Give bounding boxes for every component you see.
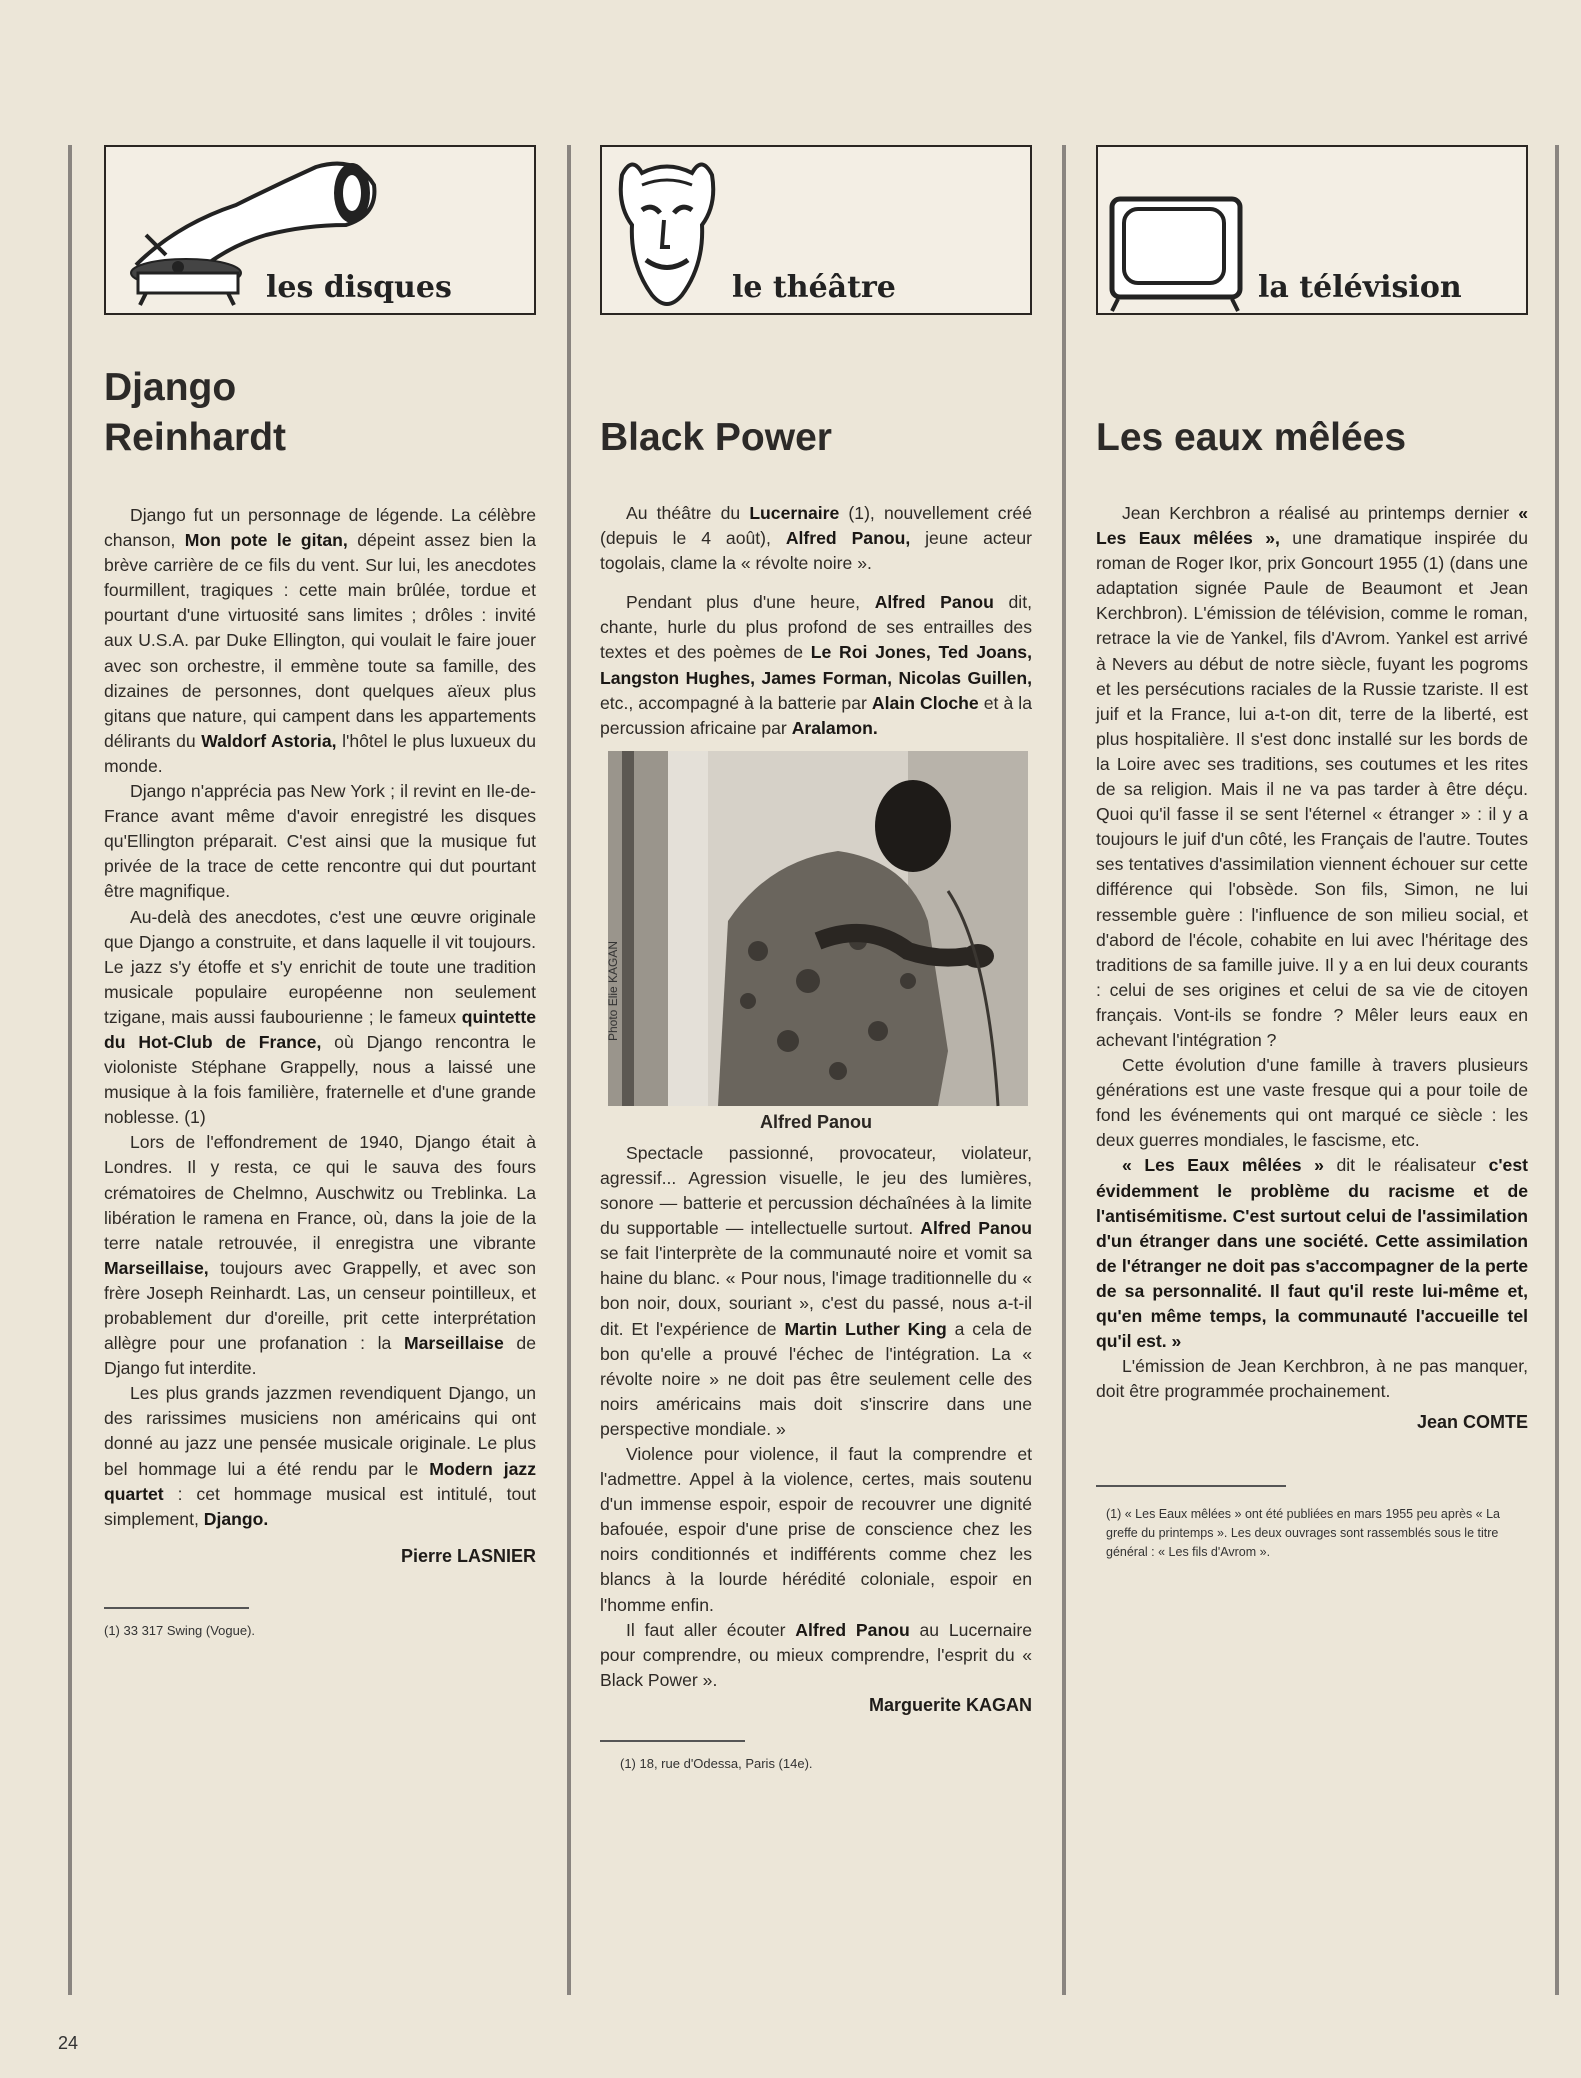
column-rule bbox=[567, 145, 571, 1995]
paragraph bbox=[1096, 501, 1528, 1053]
column-rule bbox=[1555, 145, 1559, 1995]
text: : cet hommage musical est intitulé, tout simplement, bbox=[104, 1483, 536, 1529]
article-title-line: Les eaux mêlées bbox=[1096, 416, 1407, 459]
paragraph bbox=[600, 1442, 1032, 1618]
text: se fait l'interprète de la communauté noire et vomit sa haine du blanc. « Pour nous, l'image traditionnelle du « bon noir, doux, souriant », c'est du passé, nous a-t-il dit. Et l'expérience de bbox=[600, 1243, 1032, 1339]
section-label: la télévision bbox=[1258, 270, 1462, 305]
bold-text: Modern jazz quartet bbox=[104, 1458, 536, 1504]
text: Au-delà des anecdotes, c'est une œuvre originale que Django a construite, et dans laquelle il vit toujours. Le jazz s'y étoffe et s'y enrichit de toute une tradition musicale populaire européenne non seulement tzigane, mais aussi faubourienne ; le fameux bbox=[104, 906, 536, 1027]
text: l'hôtel le plus luxueux du monde. bbox=[104, 730, 536, 776]
section-label: les disques bbox=[266, 270, 452, 305]
theatre-mask-icon bbox=[612, 155, 722, 315]
column-disques bbox=[104, 145, 536, 1640]
article-signature: Marguerite KAGAN bbox=[868, 1694, 1032, 1715]
paragraph bbox=[104, 779, 536, 904]
article-title-line: Black Power bbox=[600, 416, 832, 459]
bold-text: « Les Eaux mêlées » bbox=[1122, 1155, 1324, 1176]
column-television bbox=[1096, 145, 1528, 1562]
paragraph bbox=[600, 590, 1032, 741]
paragraph bbox=[1096, 1354, 1528, 1404]
text: a cela de bon qu'elle a prouvé l'échec de l'intégration. La « révolte noire » ne doit pas être seulement celle des noirs américains mais doit s'inscrire dans une perspective mondiale. » bbox=[600, 1318, 1032, 1439]
bold-text: Alfred Panou bbox=[874, 592, 994, 613]
footnote-rule bbox=[600, 1740, 745, 1742]
bold-text: Marseillaise, bbox=[104, 1257, 209, 1278]
column-rule bbox=[1062, 145, 1066, 1995]
section-header-disques bbox=[104, 145, 536, 315]
article-title bbox=[600, 413, 1032, 463]
article-title bbox=[1096, 413, 1528, 463]
text: dit le réalisateur bbox=[1323, 1155, 1489, 1176]
footnote-rule bbox=[1096, 1485, 1286, 1487]
section-header-theatre bbox=[600, 145, 1032, 315]
paragraph bbox=[104, 1381, 536, 1532]
article-photo bbox=[608, 751, 1028, 1106]
bold-text: Lucernaire bbox=[749, 503, 840, 523]
paragraph bbox=[1096, 1053, 1528, 1153]
text: Jean Kerchbron a réalisé au printemps dernier bbox=[1122, 503, 1519, 523]
section-label: le théâtre bbox=[732, 270, 896, 305]
article-body bbox=[1096, 501, 1528, 1404]
bold-text: Alfred Panou bbox=[795, 1619, 910, 1640]
bold-text: Marseillaise bbox=[403, 1333, 504, 1354]
performer-photo bbox=[608, 751, 1028, 1106]
paragraph bbox=[104, 905, 536, 1131]
text: Django fut un personnage de légende. La célèbre chanson, bbox=[104, 505, 536, 551]
bold-text: « Les Eaux mêlées », bbox=[1096, 503, 1528, 549]
section-header-television bbox=[1096, 145, 1528, 315]
article-body bbox=[600, 1141, 1032, 1693]
text: (1), nouvellement créé (depuis le 4 août), bbox=[600, 503, 1032, 549]
bold-text: Alain Cloche bbox=[871, 692, 979, 713]
text: où Django rencontra le violoniste Stéphane Grappelly, nous a laissé une musique à la fois familière, fraternelle et d'une grande noblesse. (1) bbox=[104, 1031, 536, 1128]
text: et à la percussion africaine par bbox=[600, 692, 1032, 738]
footnote: (1) « Les Eaux mêlées » ont été publiées en mars 1955 peu après « La greffe du printemps ». Les deux ouvrages sont rassemblés sous le titre général : « Les fils d'Avrom ». bbox=[1106, 1507, 1501, 1560]
text: etc., accompagné à la batterie par bbox=[600, 692, 872, 713]
photo-caption: Alfred Panou bbox=[759, 1111, 872, 1132]
text: Les plus grands jazzmen revendiquent Django, un des rarissimes musiciens non américains qui ont donné au jazz une pensée musicale originale. Le plus bel hommage lui a été rendu par le bbox=[104, 1383, 536, 1479]
text: de Django fut interdite. bbox=[104, 1333, 536, 1379]
column-rule bbox=[68, 145, 72, 1995]
text: Il faut aller écouter bbox=[626, 1619, 796, 1640]
bold-text: Django. bbox=[203, 1508, 269, 1529]
footnote: (1) 18, rue d'Odessa, Paris (14e). bbox=[620, 1755, 813, 1771]
paragraph bbox=[600, 1141, 1032, 1442]
article-title-line: Reinhardt bbox=[104, 416, 287, 459]
article-signature: Pierre LASNIER bbox=[400, 1545, 536, 1566]
text: au Lucernaire pour comprendre, ou mieux comprendre, l'esprit du « Black Power ». bbox=[600, 1619, 1033, 1690]
text: Cette évolution d'une famille à travers plusieurs générations est une vaste fresque qui a pour toile de fond les événements qui ont marqué ce siècle : les deux guerres mondiales, le fascisme, etc. bbox=[1096, 1055, 1528, 1151]
bold-text: c'est évidemment le problème du racisme et de l'antisémitisme. C'est surtout celui de l'assimilation d'un étranger dans une société. Cette assimilation de l'étranger ne doit pas s'accompagner de la perte de sa personnalité. Il faut qu'il reste lui-même et, qu'en même temps, la communauté l'accueille tel qu'il est. » bbox=[1096, 1155, 1528, 1352]
paragraph bbox=[104, 503, 536, 779]
article-body-intro bbox=[600, 501, 1032, 741]
text: toujours avec Grappelly, et avec son frère Joseph Reinhardt. Las, un censeur pointilleux, et probablement dur d'oreille, prit cette interprétation allègre pour une profanation : la bbox=[104, 1257, 536, 1354]
text: dit, chante, hurle du plus profond de ses entrailles des textes et des poèmes de bbox=[600, 592, 1032, 663]
footnote-rule bbox=[104, 1607, 249, 1609]
text: Lors de l'effondrement de 1940, Django était à Londres. Il y resta, ce qui le sauva des fours crématoires de Chelmno, Auschwitz ou Treblinka. La libération le ramena en France, où, dans la joie de la terre natale retrouvée, il enregistra une vibrante bbox=[104, 1132, 536, 1253]
text: Django n'apprécia pas New York ; il revint en Ile-de-France avant même d'avoir enregistré les disques qu'Ellington préparait. C'est ainsi que la musique fut privée de la trace de cette rencontre qui dut pourtant être magnifique. bbox=[104, 781, 536, 902]
paragraph bbox=[600, 1618, 1032, 1693]
bold-text: Martin Luther King bbox=[784, 1318, 947, 1339]
text: L'émission de Jean Kerchbron, à ne pas manquer, doit être programmée prochainement. bbox=[1096, 1356, 1528, 1402]
article-signature: Jean COMTE bbox=[1416, 1412, 1528, 1433]
paragraph bbox=[600, 501, 1032, 576]
article-title bbox=[104, 363, 536, 463]
text: Spectacle passionné, provocateur, violateur, agressif... Agression visuelle, le jeu des lumières, sonore — batterie et percussion déchaînées à la limite du supportable — intellectuelle surtout. bbox=[600, 1142, 1032, 1239]
text: Au théâtre du bbox=[626, 503, 750, 523]
paragraph bbox=[1096, 1153, 1528, 1354]
bold-text: Alfred Panou bbox=[920, 1218, 1032, 1239]
bold-text: Mon pote le gitan, bbox=[184, 530, 348, 551]
bold-text: Waldorf Astoria, bbox=[201, 730, 337, 751]
text: dépeint assez bien la brève carrière de ce fils du vent. Sur lui, les anecdotes fourmillent, tragiques : cette main brûlée, tordue et pourtant d'une virtuosité sans limites ; drôles : invité aux U.S.A. par Duke Ellington, qui voulait le faire jouer avec son orchestre, il emmène toute sa famille, des dizaines de personnes, dont quelques aïeux plus gitans que nature, qui campent dans les appartements délirants du bbox=[104, 530, 536, 751]
television-icon bbox=[1108, 195, 1248, 315]
article-body bbox=[104, 503, 536, 1532]
bold-text: Aralamon. bbox=[791, 717, 878, 738]
column-theatre bbox=[600, 145, 1032, 1773]
bold-text: Le Roi Jones, Ted Joans, Langston Hughes, James Forman, Nicolas Guillen, bbox=[600, 642, 1032, 688]
footnote: (1) 33 317 Swing (Vogue). bbox=[104, 1622, 256, 1638]
text: jeune acteur togolais, clame la « révolte noire ». bbox=[600, 528, 1032, 574]
article-title-line: Django bbox=[104, 366, 237, 409]
page-number: 24 bbox=[58, 2033, 79, 2053]
bold-text: Alfred Panou, bbox=[785, 528, 911, 549]
text: une dramatique inspirée du roman de Roger Ikor, prix Goncourt 1955 (1) (dans une adaptation signée Paule de Beaumont et Jean Kerchbron). L'émission de télévision, comme le roman, retrace la vie de Yankel, fils d'Avrom. Yankel est arrivé à Nevers au début de notre siècle, fuyant les pogroms et les persécutions raciales de la Russie tzariste. Il est juif et la France, lui a-t-on dit, terre de la liberté, est plus hospitalière. Il s'est donc installé sur les bords de la Loire avec ses traditions, ses coutumes et les rites de sa religion. Mais il ne va pas tarder à être déçu. Quoi qu'il fasse il se sent l'éternel « étranger » : il y a toujours le juif d'un côté, les Français de l'autre. Toutes ses tentatives d'assimilation viennent échouer sur cette différence qui l'obsède. Son fils, Simon, ne lui ressemble guère : l'influence de son milieu social, et d'abord de l'école, cohabite en lui avec l'héritage des traditions de sa famille juive. Il y a en lui deux courants : celui de ses origines et celui de sa vie de citoyen français. Vont-ils se fondre ? Mêler leurs eaux en achevant l'intégration ? bbox=[1096, 528, 1528, 1050]
photo-credit: Photo Elie KAGAN bbox=[606, 940, 620, 1041]
text: Pendant plus d'une heure, bbox=[626, 592, 875, 613]
bold-text: quintette du Hot-Club de France, bbox=[104, 1006, 536, 1052]
text: Violence pour violence, il faut la comprendre et l'admettre. Appel à la violence, certes, mais soutenu d'un immense espoir, espoir de recouvrer une dignité bafouée, espoir d'une prise de conscience chez les noirs conditionnés et indifférents comme chez les blancs à la lourde hérédité coloniale, espoir en l'homme enfin. bbox=[600, 1443, 1032, 1615]
paragraph bbox=[104, 1130, 536, 1381]
